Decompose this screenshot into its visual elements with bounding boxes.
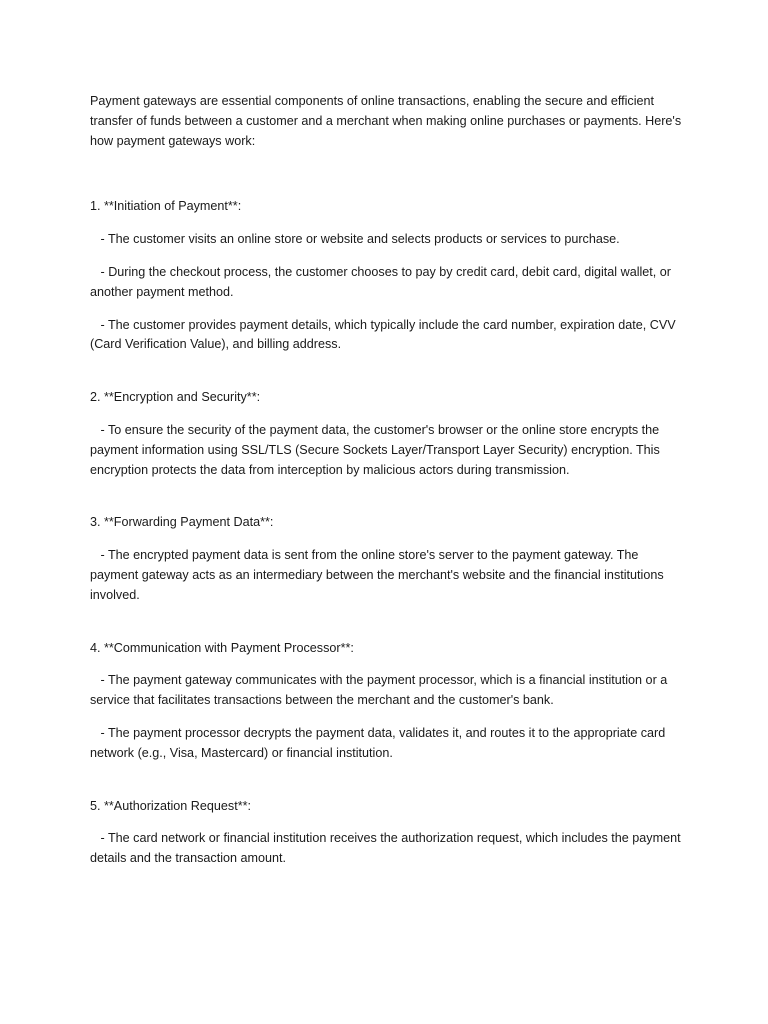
bullet-paragraph: - The card network or financial institution receives the authorization request, which includes the payment details and the transaction amount. (90, 831, 685, 866)
bullet-paragraph: - The payment processor decrypts the payment data, validates it, and routes it to the appropriate card network (e.g., Visa, Mastercard) or financial institution. (90, 725, 669, 760)
section-heading: 3. **Forwarding Payment Data**: (90, 515, 274, 530)
bullet-paragraph: - The customer visits an online store or website and selects products or services to purchase. (90, 232, 620, 247)
intro-paragraph: Payment gateways are essential components of online transactions, enabling the secure and efficient transfer of funds between a customer and a merchant when making online purchases or payments. Here's how payment gateways work: (90, 94, 685, 148)
bullet-paragraph: - The encrypted payment data is sent from the online store's server to the payment gateway. The payment gateway acts as an intermediary between the merchant's website and the financial institutions involved. (90, 548, 668, 602)
document-body (90, 92, 686, 869)
section-heading: 2. **Encryption and Security**: (90, 390, 261, 405)
section-heading: 1. **Initiation of Payment**: (90, 199, 242, 214)
section-encryption-and-security (90, 388, 686, 480)
section-forwarding-payment-data (90, 513, 686, 605)
section-authorization-request (90, 797, 686, 869)
bullet-paragraph: - To ensure the security of the payment data, the customer's browser or the online store encrypts the payment information using SSL/TLS (Secure Sockets Layer/Transport Layer Security) encryption. This encryption protects the data from interception by malicious actors during transmission. (90, 422, 664, 477)
section-heading: 4. **Communication with Payment Processor**: (90, 640, 354, 655)
section-heading: 5. **Authorization Request**: (90, 798, 252, 813)
section-initiation-of-payment (90, 197, 686, 355)
bullet-paragraph: - The payment gateway communicates with the payment processor, which is a financial institution or a service that facilitates transactions between the merchant and the customer's bank. (90, 673, 671, 708)
bullet-paragraph: - During the checkout process, the customer chooses to pay by credit card, debit card, digital wallet, or another payment method. (90, 264, 675, 299)
section-communication-with-payment-processor (90, 639, 686, 764)
bullet-paragraph: - The customer provides payment details, which typically include the card number, expiration date, CVV (Card Verification Value), and billing address. (90, 317, 680, 352)
